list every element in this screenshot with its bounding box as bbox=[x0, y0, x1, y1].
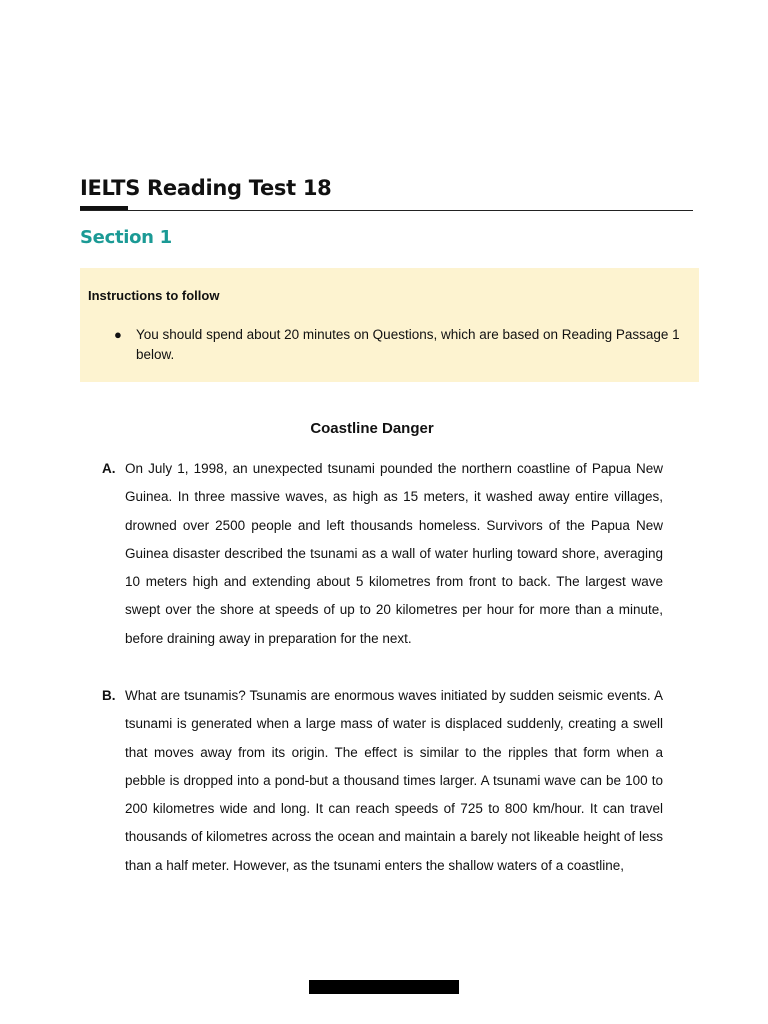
bullet-icon: ● bbox=[114, 327, 122, 342]
section-heading: Section 1 bbox=[80, 227, 172, 248]
paragraph-letter: A. bbox=[102, 461, 116, 476]
passage-title: Coastline Danger bbox=[310, 420, 434, 437]
instructions-list bbox=[114, 325, 696, 364]
instruction-item bbox=[114, 325, 696, 364]
paragraph-text: What are tsunamis? Tsunamis are enormous waves initiated by sudden seismic events. A tsunami is generated when a large mass of water is displaced suddenly, creating a swell that moves away from its origin. The effect is similar to the ripples that form when a pebble is dropped into a pond-but a thousand times larger. A tsunami wave can be 100 to 200 kilometres wide and long. It can reach speeds of 725 to 800 km/hour. It can travel thousands of kilometres across the ocean and maintain a barely not likeable height of less than a half meter. However, as the tsunami enters the shallow waters of a coastline, bbox=[125, 688, 663, 873]
instructions-heading: Instructions to follow bbox=[88, 288, 220, 303]
title-divider bbox=[80, 210, 693, 211]
instruction-text: You should spend about 20 minutes on Questions, which are based on Reading Passage 1 below. bbox=[136, 327, 680, 362]
instructions-box bbox=[80, 268, 699, 382]
paragraph-text: On July 1, 1998, an unexpected tsunami pounded the northern coastline of Papua New Guinea. In three massive waves, as high as 15 meters, it washed away entire villages, drowned over 2500 people and left thousands homeless. Survivors of the Papua New Guinea disaster described the tsunami as a wall of water hurling toward shore, averaging 10 meters high and extending about 5 kilometres from front to back. The largest wave swept over the shore at speeds of up to 20 kilometres per hour for more than a minute, before draining away in preparation for the next. bbox=[125, 461, 663, 646]
page-title: IELTS Reading Test 18 bbox=[80, 176, 332, 200]
paragraph-letter: B. bbox=[102, 688, 116, 703]
footer-bar bbox=[309, 980, 459, 994]
